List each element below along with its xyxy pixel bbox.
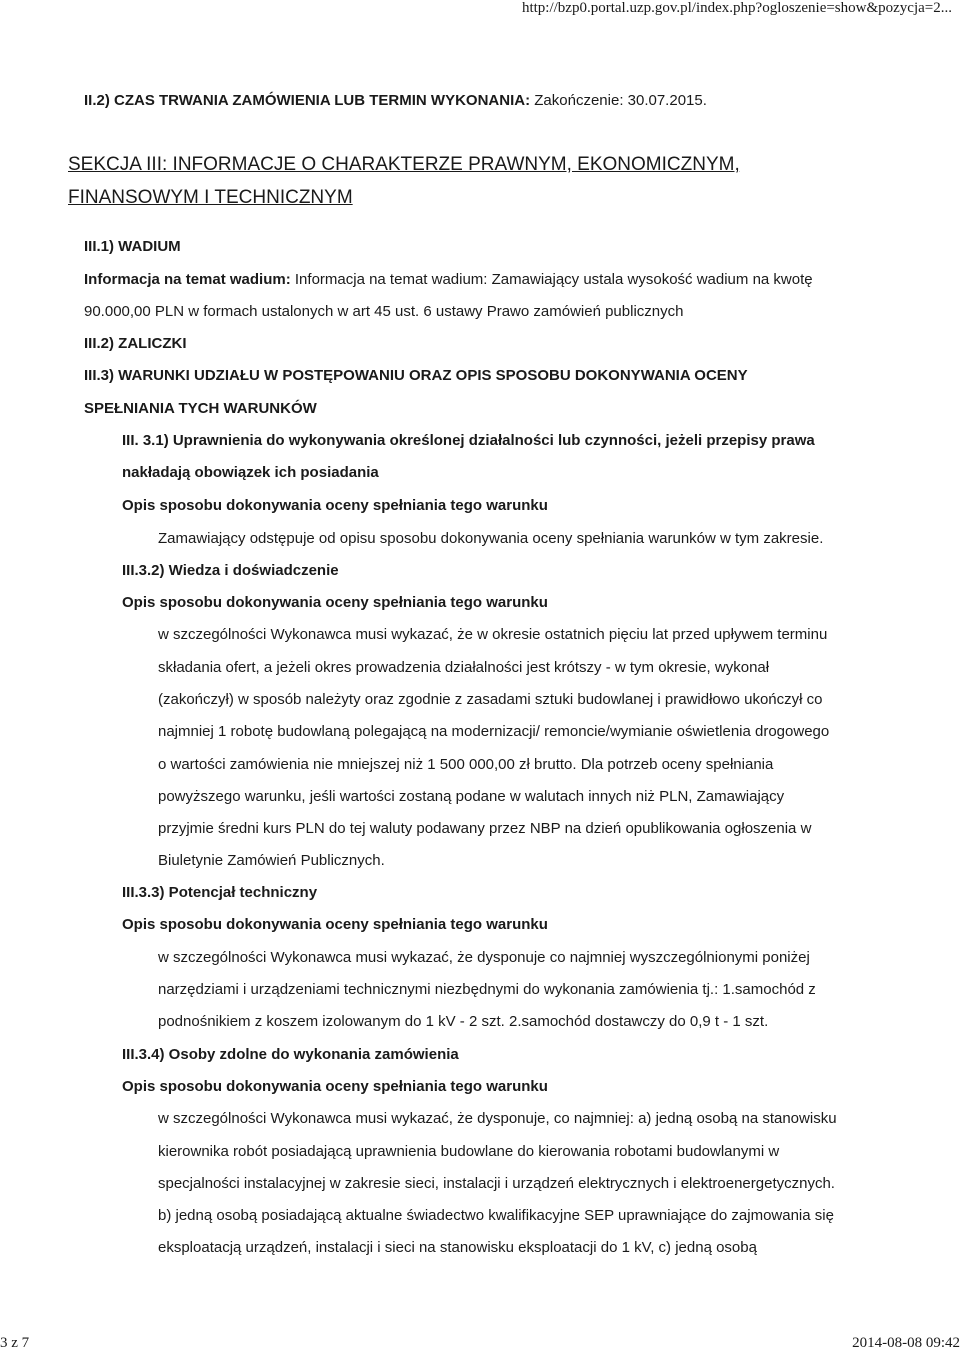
iii33-line: podnośnikiem z koszem izolowanym do 1 kV - 2 szt. 2.samochód dostawczy do 0,9 t - 1 szt. [158,1013,769,1030]
iii32-title: III.3.2) Wiedza i doświadczenie [122,562,339,579]
wadium-label: Informacja na temat wadium: [84,271,291,288]
ii2-line [84,92,707,109]
opis-label-1: Opis sposobu dokonywania oceny spełniania tego warunku [122,497,548,514]
iii3-title-line-2: SPEŁNIANIA TYCH WARUNKÓW [84,400,317,417]
iii34-line: b) jedną osobą posiadającą aktualne świadectwo kwalifikacyjne SEP uprawniające do zajmowania się [158,1207,834,1224]
iii31-title-line-2: nakładają obowiązek ich posiadania [122,464,379,481]
page-url: http://bzp0.portal.uzp.gov.pl/index.php?ogloszenie=show&pozycja=2... [521,0,952,16]
opis-label-2: Opis sposobu dokonywania oceny spełniania tego warunku [122,594,548,611]
iii32-line: o wartości zamówienia nie mniejszej niż 1 500 000,00 zł brutto. Dla potrzeb oceny spełniania [158,756,774,773]
iii34-line: specjalności instalacyjnej w zakresie sieci, instalacji i urządzeń elektrycznych i elektroenergetycznych. [158,1175,835,1192]
iii32-line: powyższego warunku, jeśli wartości zostaną podane w walutach innych niż PLN, Zamawiający [158,788,785,805]
iii34-title: III.3.4) Osoby zdolne do wykonania zamówienia [122,1046,459,1063]
iii32-line: Biuletynie Zamówień Publicznych. [158,852,385,869]
iii33-title: III.3.3) Potencjał techniczny [122,884,318,901]
iii31-text: Zamawiający odstępuje od opisu sposobu dokonywania oceny spełniania warunków w tym zakresie. [158,530,824,547]
iii34-line: w szczególności Wykonawca musi wykazać, że dysponuje, co najmniej: a) jedną osobą na stanowisku [158,1110,837,1127]
iii3-title-line-1: III.3) WARUNKI UDZIAŁU W POSTĘPOWANIU ORAZ OPIS SPOSOBU DOKONYWANIA OCENY [84,367,748,384]
wadium-line-2: 90.000,00 PLN w formach ustalonych w art 45 ust. 6 ustawy Prawo zamówień publicznych [84,303,684,320]
opis-label-3: Opis sposobu dokonywania oceny spełniania tego warunku [122,916,548,933]
iii1-title: III.1) WADIUM [84,238,181,255]
iii32-line: przyjmie średni kurs PLN do tej waluty podawany przez NBP na dzień opublikowania ogłoszenia w [158,820,812,837]
iii33-line: w szczególności Wykonawca musi wykazać, że dysponuje co najmniej wyszczególnionymi poniżej [158,949,810,966]
print-datetime: 2014-08-08 09:42 [852,1335,960,1351]
ii2-value: Zakończenie: 30.07.2015. [534,92,707,109]
page-number: 3 z 7 [0,1335,30,1351]
section-3-title-line-1: SEKCJA III: INFORMACJE O CHARAKTERZE PRAWNYM, EKONOMICZNYM, [68,154,740,175]
iii34-line: eksploatacją urządzeń, instalacji i sieci na stanowisku eksploatacji do 1 kV, c) jedną osobą [158,1239,757,1256]
iii32-line: (zakończył) w sposób należyty oraz zgodnie z zasadami sztuki budowlanej i prawidłowo ukończył co [158,691,823,708]
section-3-title-line-2: FINANSOWYM I TECHNICZNYM [68,187,353,208]
iii32-line: w szczególności Wykonawca musi wykazać, że w okresie ostatnich pięciu lat przed upływem terminu [158,626,828,643]
iii31-title-line-1: III. 3.1) Uprawnienia do wykonywania określonej działalności lub czynności, jeżeli przepisy prawa [122,432,815,449]
wadium-line-1 [84,271,813,288]
opis-label-4: Opis sposobu dokonywania oceny spełniania tego warunku [122,1078,548,1095]
ii2-label: II.2) CZAS TRWANIA ZAMÓWIENIA LUB TERMIN WYKONANIA: [84,92,531,109]
wadium-text-1: Informacja na temat wadium: Zamawiający ustala wysokość wadium na kwotę [294,271,813,288]
iii32-line: składania ofert, a jeżeli okres prowadzenia działalności jest krótszy - w tym okresie, wykonał [158,659,770,676]
iii33-line: narzędziami i urządzeniami technicznymi niezbędnymi do wykonania zamówienia tj.: 1.samochód z [158,981,816,998]
iii2-title: III.2) ZALICZKI [84,335,187,352]
iii32-line: najmniej 1 robotę budowlaną polegającą na modernizacji/ remoncie/wymianie oświetlenia drogowego [158,723,830,740]
iii34-line: kierownika robót posiadającą uprawnienia budowlane do kierowania robotami budowlanymi w [158,1143,780,1160]
